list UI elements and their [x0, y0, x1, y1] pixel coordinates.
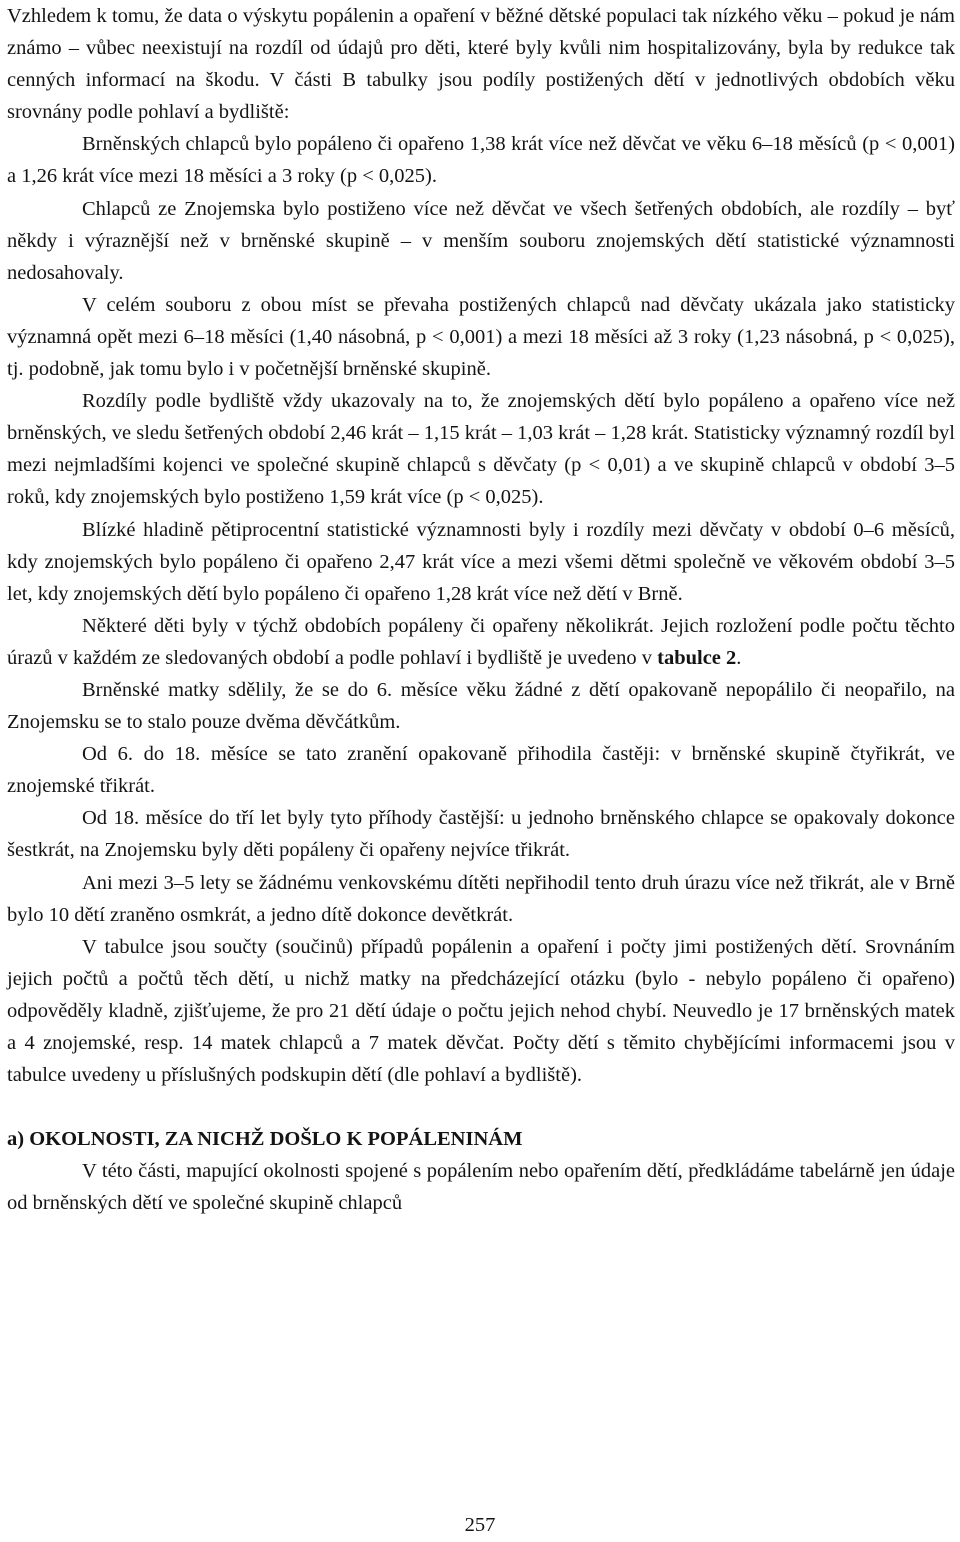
section-paragraph: V této části, mapující okolnosti spojené s popálením nebo opařením dětí, předkládáme tabelárně jen údaje od brněnských dětí ve společné skupině chlapců [7, 1160, 955, 1215]
table-reference: tabulce 2 [657, 646, 737, 669]
paragraph-2: Brněnských chlapců bylo popáleno či opařeno 1,38 krát více než děvčat ve věku 6–18 měsíců (p < 0,001) a 1,26 krát více mezi 18 měsíci a 3 roky (p < 0,025). [7, 133, 955, 188]
paragraph-10: Od 18. měsíce do tří let byly tyto příhody častější: u jednoho brněnského chlapce se opakovaly dokonce šestkrát, na Znojemsku byly děti popáleny či opařeny nejvíce třikrát. [7, 807, 955, 862]
paragraph-3: Chlapců ze Znojemska bylo postiženo více než děvčat ve všech šetřených obdobích, ale rozdíly – byť někdy i výraznější než v brněnské skupině – v menším souboru znojemských dětí statistické významnosti nedosahovaly. [7, 197, 955, 284]
paragraph-1: Vzhledem k tomu, že data o výskytu popálenin a opaření v běžné dětské populaci tak nízkého věku – pokud je nám známo – vůbec neexistují na rozdíl od údajů pro děti, které byly kvůli nim hospitalizovány, byla by redukce tak cenných informací na škodu. V části B tabulky jsou podíly postižených dětí v jednotlivých obdobích věku srovnány podle pohlaví a bydliště: [7, 5, 955, 124]
document-page [7, 0, 955, 1219]
paragraph-7-text: Některé děti byly v týchž obdobích popáleny či opařeny několikrát. Jejich rozložení podle počtu těchto úrazů v každém ze sledovaných období a podle pohlaví i bydliště je uvedeno v [7, 614, 955, 669]
paragraph-11: Ani mezi 3–5 lety se žádnému venkovskému dítěti nepřihodil tento druh úrazu více než třikrát, ale v Brně bylo 10 dětí zraněno osmkrát, a jedno dítě dokonce devětkrát. [7, 871, 955, 926]
paragraph-6: Blízké hladině pětiprocentní statistické významnosti byly i rozdíly mezi děvčaty v období 0–6 měsíců, kdy znojemských bylo popáleno či opařeno 2,47 krát více a mezi všemi dětmi společně ve věkovém období 3–5 let, kdy znojemských dětí bylo popáleno či opařeno 1,28 krát více než dětí v Brně. [7, 518, 955, 605]
page-number: 257 [464, 1514, 496, 1536]
paragraph-8: Brněnské matky sdělily, že se do 6. měsíce věku žádné z dětí opakovaně nepopálilo či neopařilo, na Znojemsku se to stalo pouze dvěma děvčátkům. [7, 678, 955, 734]
paragraph-12: V tabulce jsou součty (součinů) případů popálenin a opaření i počty jimi postižených dětí. Srovnáním jejich počtů a počtů těch dětí, u nichž matky na předcházející otázku (bylo - nebylo popáleno či opařeno) odpověděly kladně, zjišťujeme, že pro 21 dětí údaje o počtu jejich nehod chybí. Neuvedlo je 17 brněnských matek a 4 znojemské, resp. 14 matek chlapců a 7 matek děvčat. Počty dětí s těmito chybějícími informacemi jsou v tabulce uvedeny u příslušných podskupin dětí (dle pohlaví a bydliště). [7, 935, 955, 1087]
table-reference-period: . [736, 646, 742, 669]
paragraph-7 [7, 610, 955, 674]
paragraph-5: Rozdíly podle bydliště vždy ukazovaly na to, že znojemských dětí bylo popáleno a opařeno více než brněnských, ve sledu šetřených období 2,46 krát – 1,15 krát – 1,03 krát – 1,28 krát. Statisticky významný rozdíl byl mezi nejmladšími kojenci ve společné skupině chlapců s děvčaty (p < 0,01) a ve skupině chlapců v období 3–5 roků, kdy znojemských bylo postiženo 1,59 krát více (p < 0,025). [7, 390, 955, 509]
section-heading: a) OKOLNOSTI, ZA NICHŽ DOŠLO K POPÁLENINÁM [7, 1128, 523, 1151]
paragraph-4: V celém souboru z obou míst se převaha postižených chlapců nad děvčaty ukázala jako statisticky významná opět mezi 6–18 měsíci (1,40 násobná, p < 0,001) a mezi 18 měsíci až 3 roky (1,23 násobná, p < 0,025), tj. podobně, jak tomu bylo i v početnější brněnské skupině. [7, 293, 955, 381]
section-spacer [7, 1091, 955, 1123]
paragraph-9: Od 6. do 18. měsíce se tato zranění opakovaně přihodila častěji: v brněnské skupině čtyřikrát, ve znojemské třikrát. [7, 743, 955, 798]
